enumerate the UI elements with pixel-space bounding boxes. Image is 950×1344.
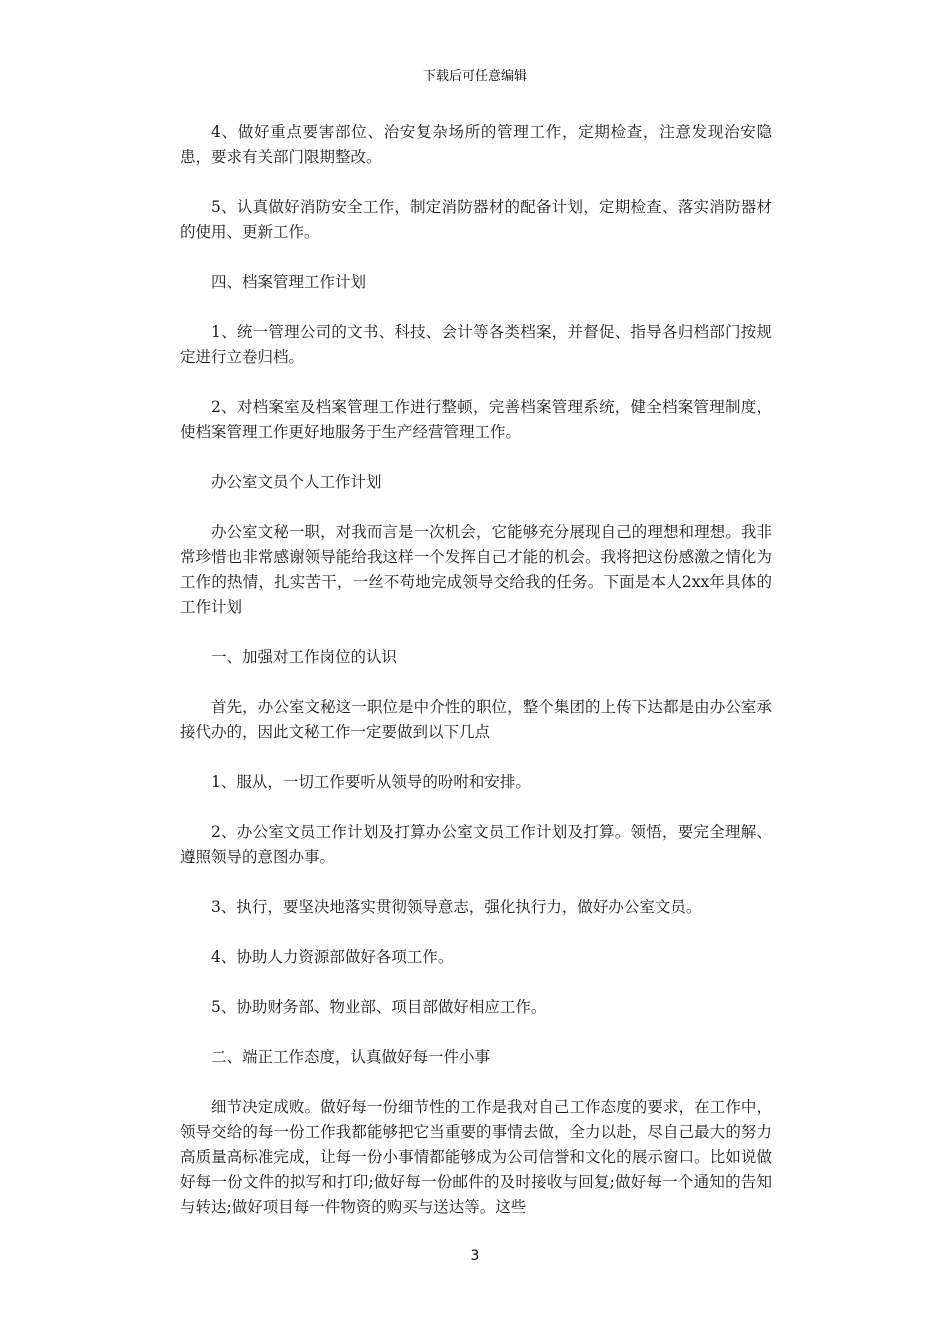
paragraph-archives-item-2: 2、对档案室及档案管理工作进行整顿，完善档案管理系统，健全档案管理制度，使档案管理工作更好地服务于生产经营管理工作。 xyxy=(180,398,772,441)
page-header: 下载后可任意编辑 xyxy=(422,69,527,84)
paragraph-archives-item-1: 1、统一管理公司的文书、科技、会计等各类档案，并督促、指导各归档部门按规定进行立卷归档。 xyxy=(180,323,772,366)
list-item-execute: 3、执行，要坚决地落实贯彻领导意志，强化执行力，做好办公室文员。 xyxy=(211,898,702,916)
section-heading-work-attitude: 二、端正工作态度，认真做好每一件小事 xyxy=(211,1048,491,1066)
section-heading-job-understanding: 一、加强对工作岗位的认识 xyxy=(211,648,398,666)
paragraph-security-item-5: 5、认真做好消防安全工作，制定消防器材的配备计划，定期检查、落实消防器材的使用、更新工作。 xyxy=(180,198,772,241)
list-item-hr-assist: 4、协助人力资源部做好各项工作。 xyxy=(211,948,454,966)
section-heading-archives: 四、档案管理工作计划 xyxy=(211,273,367,291)
paragraph-job-understanding: 首先，办公室文秘这一职位是中介性的职位，整个集团的上传下达都是由办公室承接代办的，因此文秘工作一定要做到以下几点 xyxy=(180,698,772,741)
paragraph-security-item-4: 4、做好重点要害部位、治安复杂场所的管理工作，定期检查，注意发现治安隐患，要求有关部门限期整改。 xyxy=(180,123,772,166)
document-body xyxy=(180,120,772,1245)
paragraph-intro: 办公室文秘一职，对我而言是一次机会，它能够充分展现自己的理想和理想。我非常珍惜也非常感谢领导能给我这样一个发挥自己才能的机会。我将把这份感激之情化为工作的热情，扎实苦干，一丝不苟地完成领导交给我的任务。下面是本人2xx年具体的工作计划 xyxy=(180,523,772,616)
paragraph-details: 细节决定成败。做好每一份细节性的工作是我对自己工作态度的要求，在工作中，领导交给的每一份工作我都能够把它当重要的事情去做，全力以赴，尽自己最大的努力高质量高标准完成，让每一份小事情都能够成为公司信誉和文化的展示窗口。比如说做好每一份文件的拟写和打印;做好每一份邮件的及时接收与回复;做好每一个通知的告知与转达;做好项目每一件物资的购买与送达等。这些 xyxy=(180,1098,772,1216)
list-item-finance-assist: 5、协助财务部、物业部、项目部做好相应工作。 xyxy=(211,998,547,1016)
list-item-understand: 2、办公室文员工作计划及打算办公室文员工作计划及打算。领悟，要完全理解、遵照领导的意图办事。 xyxy=(180,823,772,866)
list-item-obey: 1、服从，一切工作要听从领导的吩咐和安排。 xyxy=(211,773,531,791)
page-number: 3 xyxy=(470,1248,480,1264)
article-title: 办公室文员个人工作计划 xyxy=(211,473,382,491)
